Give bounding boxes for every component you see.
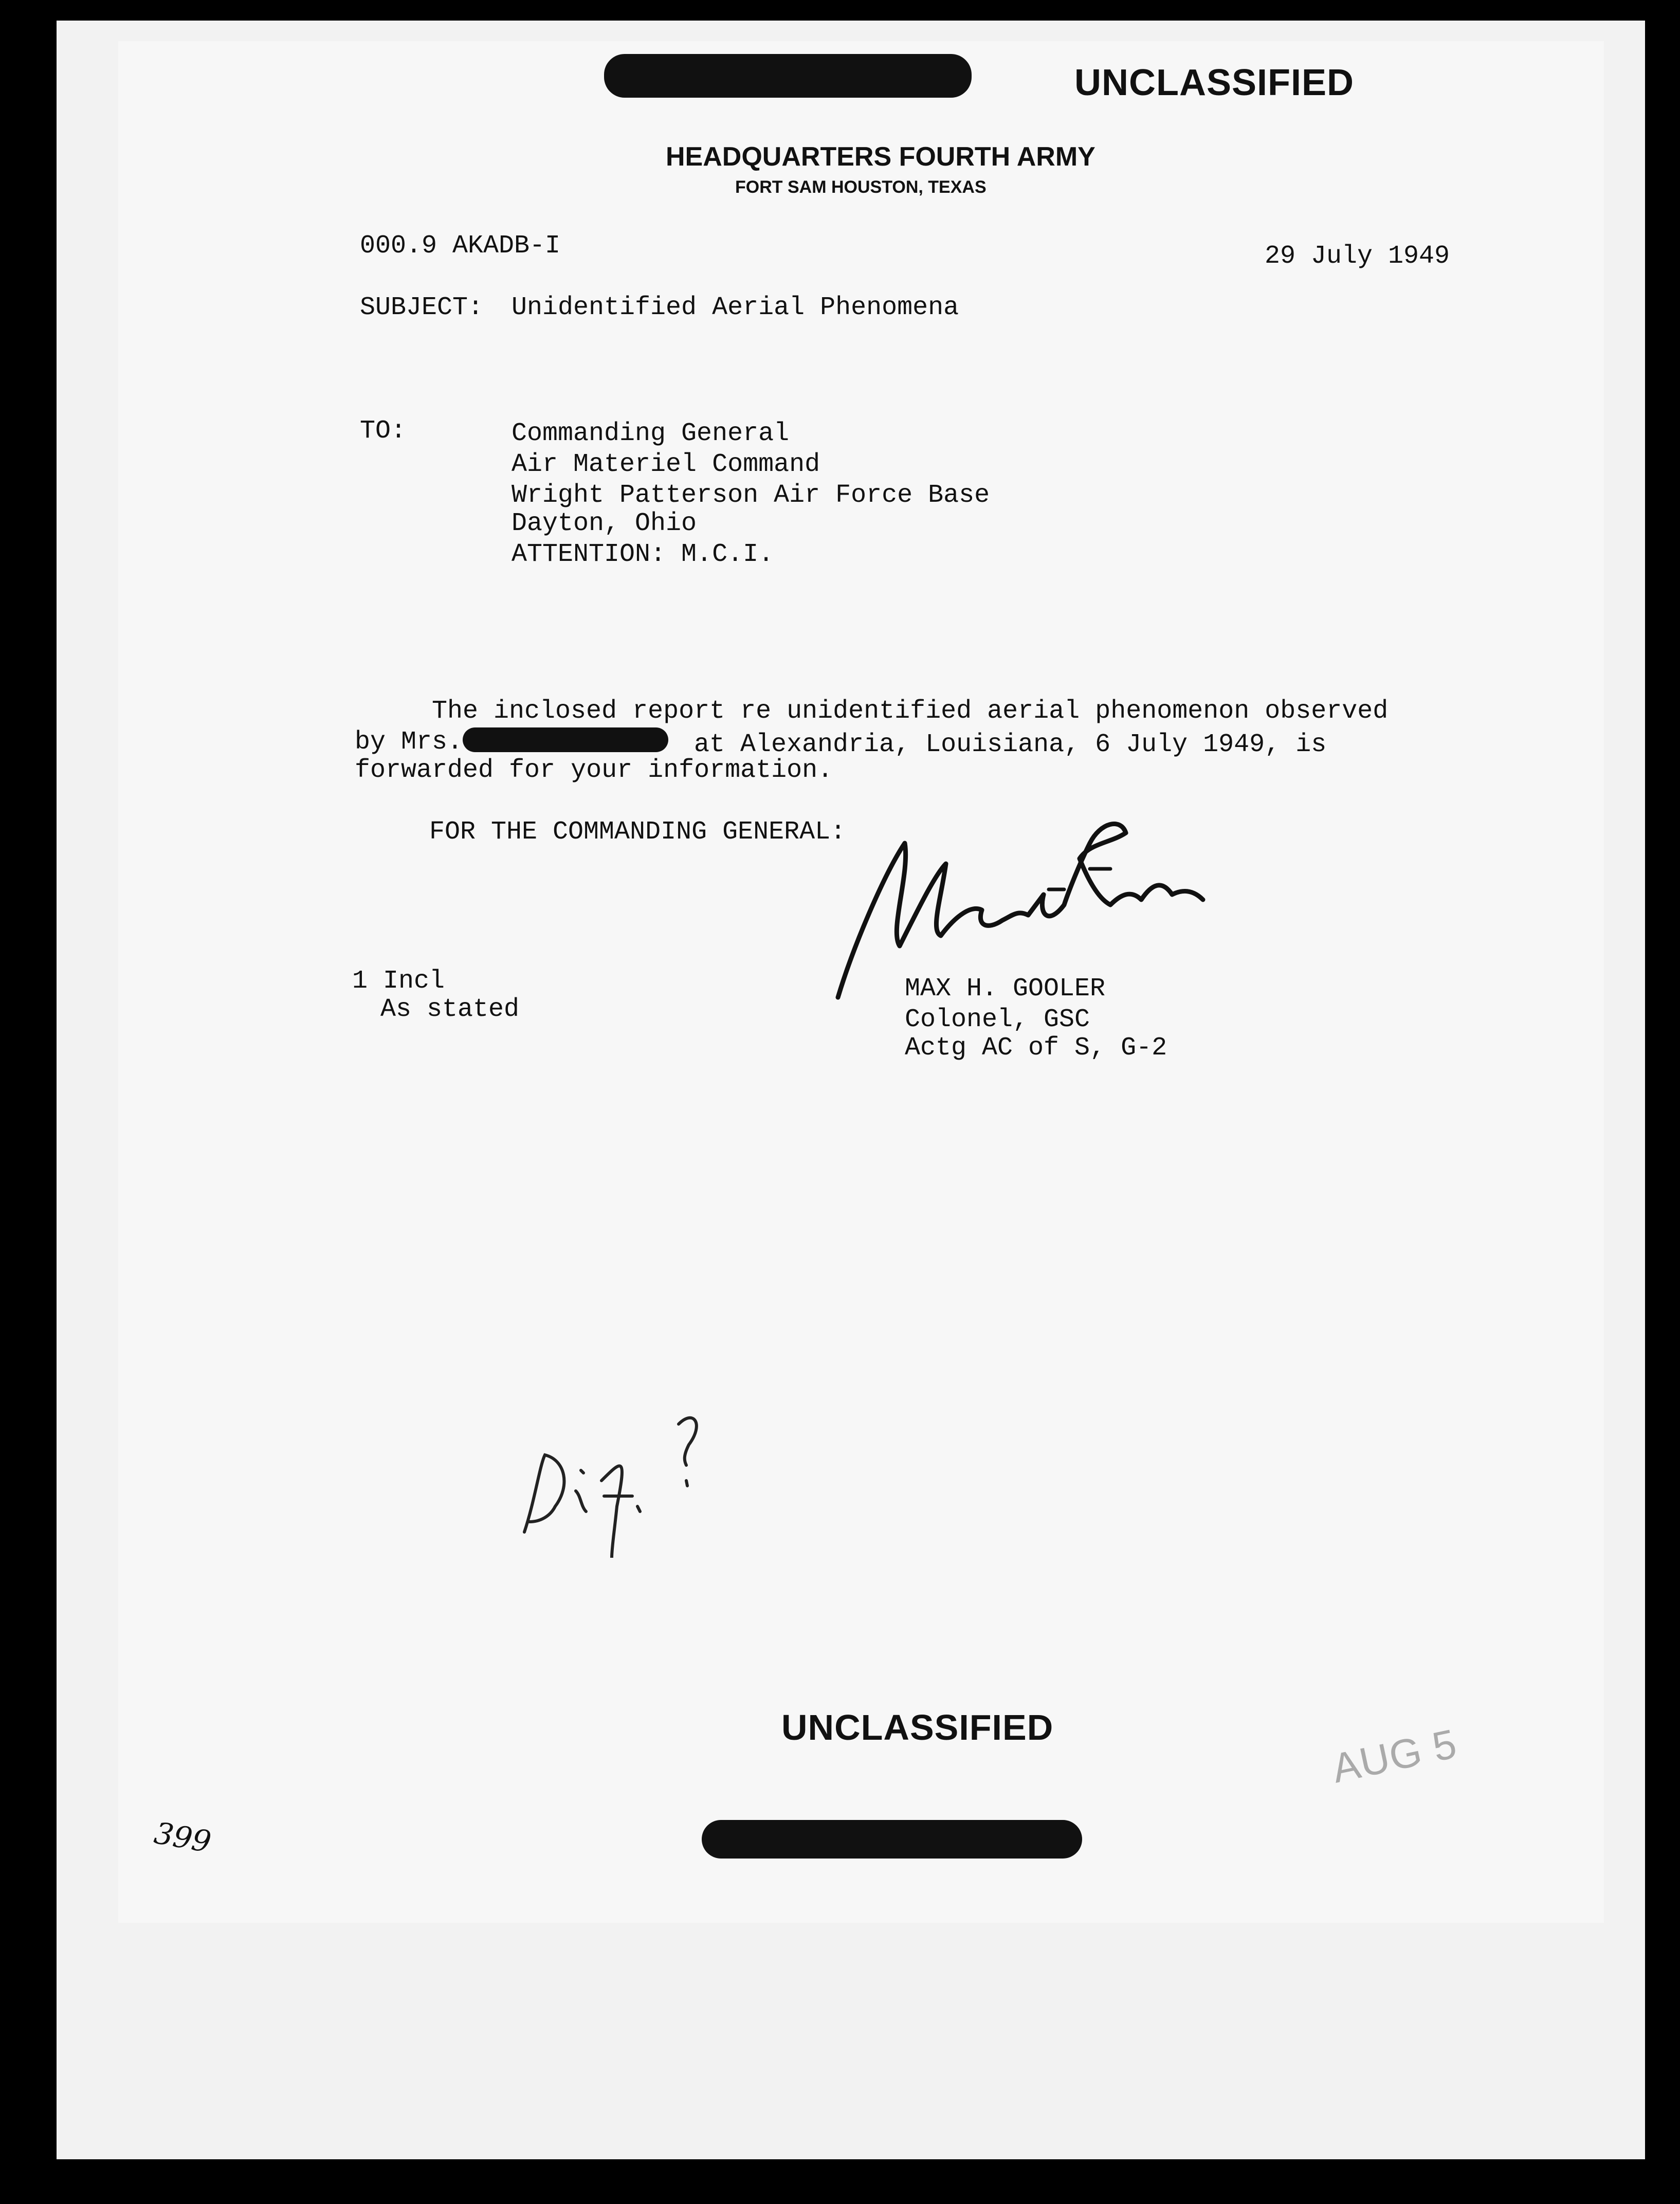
file-reference: 000.9 AKADB-I: [360, 231, 561, 261]
org-location: FORT SAM HOUSTON, TEXAS: [735, 177, 987, 197]
signer-line: Actg AC of S, G-2: [905, 1033, 1167, 1063]
org-heading: HEADQUARTERS FOURTH ARMY: [666, 142, 1095, 172]
body-line: forwarded for your information.: [355, 756, 833, 785]
handwritten-note: [509, 1404, 725, 1558]
margin-note: 399: [151, 1815, 214, 1860]
redaction-bar-top: [604, 54, 972, 98]
classification-bottom: UNCLASSIFIED: [781, 1707, 1054, 1747]
address-line: Air Materiel Command: [512, 450, 820, 479]
body-line: by Mrs.: [355, 727, 463, 757]
body-line: The inclosed report re unidentified aerial phenomenon observed: [432, 697, 1389, 726]
classification-top: UNCLASSIFIED: [1074, 62, 1355, 103]
enclosure-line: As stated: [380, 995, 520, 1024]
signer-line: Colonel, GSC: [905, 1005, 1090, 1034]
address-line: ATTENTION: M.C.I.: [512, 540, 774, 569]
address-line: Wright Patterson Air Force Base: [512, 481, 990, 510]
signer-line: MAX H. GOOLER: [905, 974, 1106, 1004]
for-commanding-general: FOR THE COMMANDING GENERAL:: [429, 817, 846, 847]
address-line: Commanding General: [512, 419, 790, 448]
subject-label: SUBJECT:: [360, 293, 484, 322]
redaction-bar-bottom: [702, 1820, 1082, 1859]
memo-date: 29 July 1949: [1265, 242, 1450, 271]
to-label: TO:: [360, 416, 407, 446]
address-line: Dayton, Ohio: [512, 509, 697, 538]
redaction-bar-name: [463, 727, 668, 752]
subject-text: Unidentified Aerial Phenomena: [512, 293, 959, 322]
body-line: at Alexandria, Louisiana, 6 July 1949, is: [694, 730, 1327, 759]
received-date-stamp: AUG 5: [1328, 1720, 1461, 1792]
enclosure-line: 1 Incl: [352, 967, 445, 996]
